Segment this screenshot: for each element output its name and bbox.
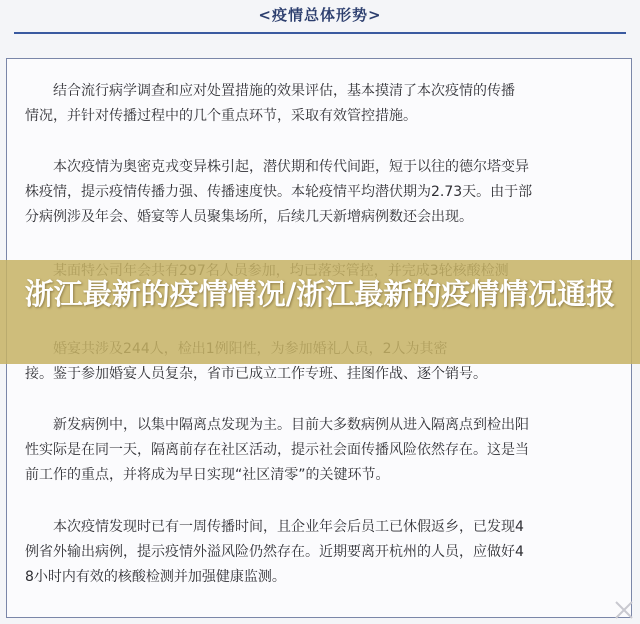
paragraph-line: 情况，并针对传播过程中的几个重点环节，采取有效管控措施。 [25,108,417,124]
paragraph-2 [25,155,617,230]
paragraph-line: 前工作的重点，并将成为早日实现“社区清零”的关键环节。 [25,467,390,483]
paragraph-6 [25,515,617,590]
section-title: <疫情总体形势> [258,6,382,24]
paragraph-line: 例省外输出病例，提示疫情外溢风险仍然存在。近期要离开杭州的人员，应做好4 [25,544,524,560]
banner-title: 浙江最新的疫情情况/浙江最新的疫情情况通报 [24,277,616,311]
title-banner [0,260,640,364]
paragraph-line: 接。鉴于参加婚宴人员复杂，省市已成立工作专班、挂图作战、逐个销号。 [25,366,487,382]
header-divider [14,32,626,34]
paragraph-line: 本次疫情发现时已有一周传播时间，且企业年会后员工已休假返乡，已发现4 [53,519,524,535]
paragraph-1 [25,79,617,129]
paragraph-line: 新发病例中，以集中隔离点发现为主。目前大多数病例从进入隔离点到检出阳 [53,417,529,433]
paragraph-line: 性实际是在同一天，隔离前存在社区活动，提示社会面传播风险依然存在。这是当 [25,442,529,458]
paragraph-line: 结合流行病学调查和应对处置措施的效果评估，基本摸清了本次疫情的传播 [53,83,515,99]
paragraph-line: 8小时内有效的核酸检测并加强健康监测。 [25,569,286,585]
paragraph-line: 本次疫情为奥密克戎变异株引起，潜伏期和传代间距，短于以往的德尔塔变异 [53,159,529,175]
paragraph-line: 株疫情，提示疫情传播力强、传播速度快。本轮疫情平均潜伏期为2.73天。由于部 [25,184,533,200]
paragraph-line: 分病例涉及年会、婚宴等人员聚集场所，后续几天新增病例数还会出现。 [25,209,473,225]
paragraph-5 [25,413,617,488]
page-header [0,0,640,44]
corner-logo-icon [614,600,634,620]
